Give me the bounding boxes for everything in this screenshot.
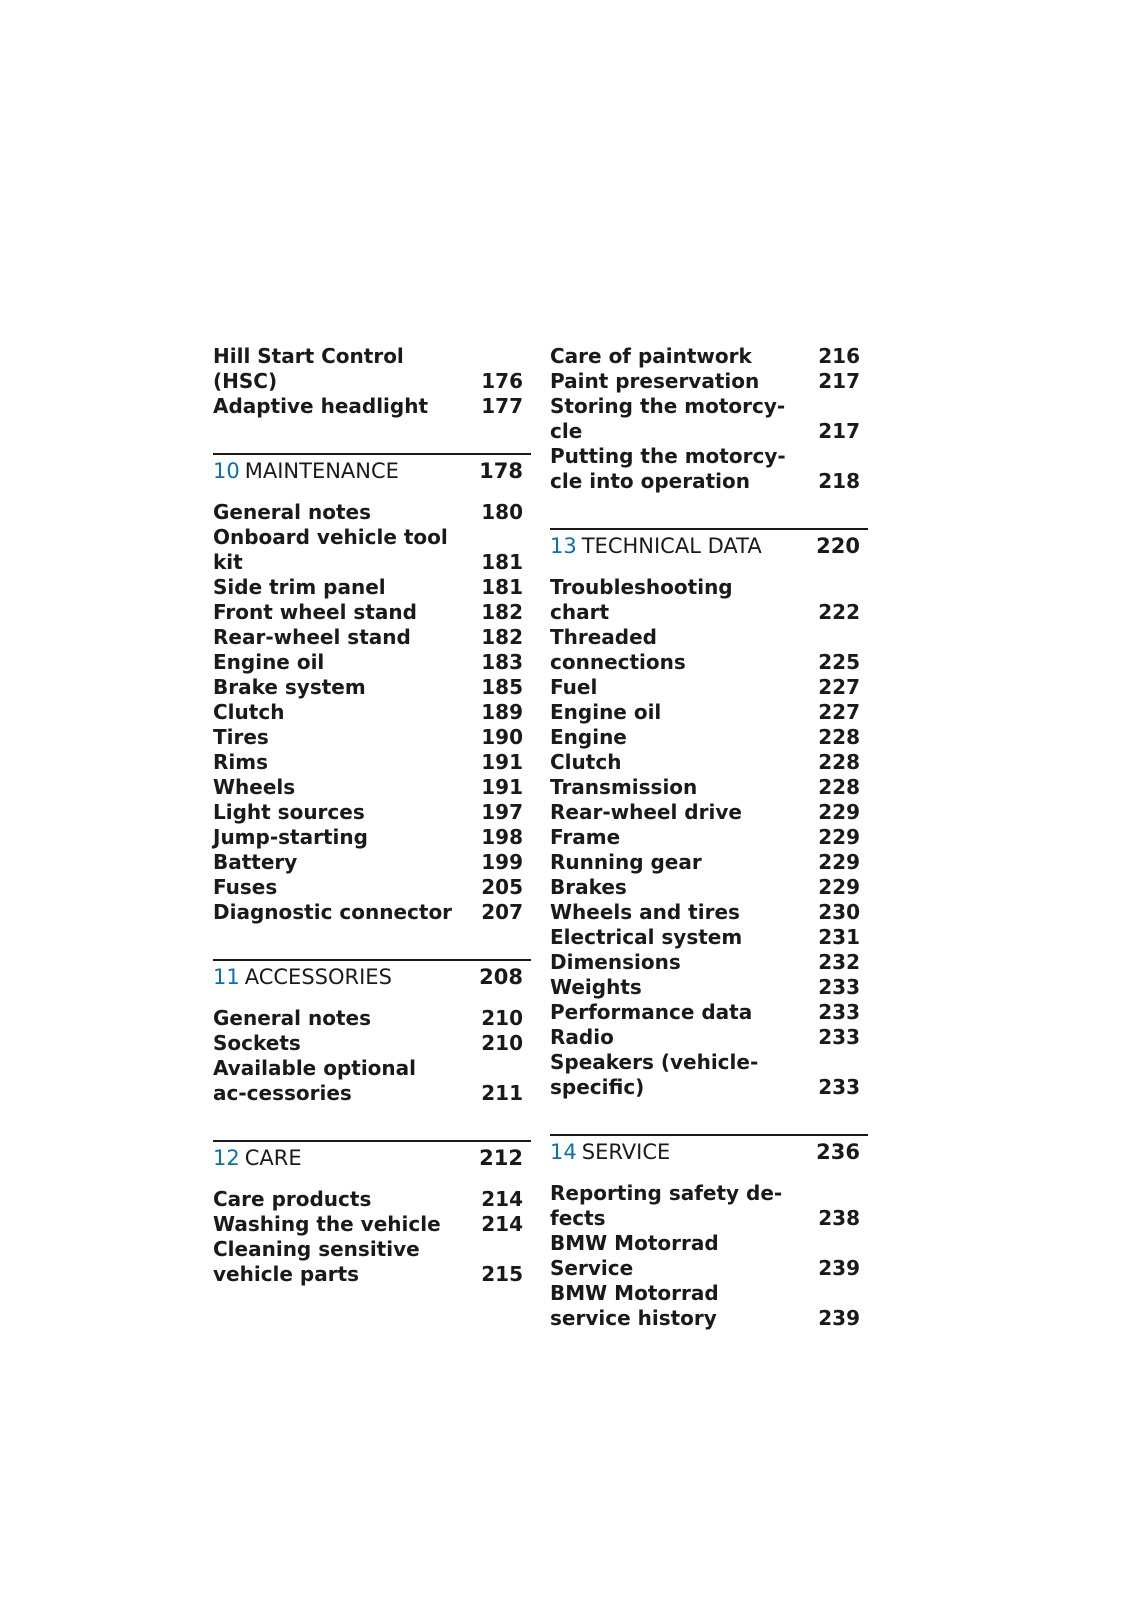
toc-entry-title: Side trim panel — [213, 575, 386, 599]
toc-entry[interactable] — [550, 1000, 868, 1025]
toc-entry-title: Cleaning sensitive vehicle parts — [213, 1237, 420, 1286]
toc-entry-title: Light sources — [213, 800, 365, 824]
toc-entry-title: Brake system — [213, 675, 366, 699]
toc-entry-page: 197 — [481, 800, 523, 824]
toc-entry-title: Dimensions — [550, 950, 681, 974]
chapter-heading[interactable] — [550, 528, 868, 559]
chapter-page: 212 — [479, 1146, 523, 1170]
chapter-heading[interactable] — [213, 1140, 531, 1171]
toc-entry[interactable] — [550, 344, 868, 369]
toc-entry-title: Engine oil — [213, 650, 325, 674]
chapter-name: MAINTENANCE — [244, 459, 399, 483]
toc-entry-page: 227 — [818, 675, 860, 699]
toc-entry-page: 177 — [481, 394, 523, 418]
toc-entry[interactable] — [550, 700, 868, 725]
toc-entry-page: 218 — [818, 469, 860, 493]
toc-entry-title: Radio — [550, 1025, 614, 1049]
toc-entry-title: Paint preservation — [550, 369, 760, 393]
toc-entry-page: 238 — [818, 1206, 860, 1230]
toc-entry-page: 228 — [818, 750, 860, 774]
toc-entry-title: Wheels and tires — [550, 900, 740, 924]
toc-entry[interactable] — [550, 775, 868, 800]
chapter-heading[interactable] — [213, 959, 531, 990]
toc-entry-title: Putting the motorcy-cle into operation — [550, 444, 786, 493]
toc-entry-page: 233 — [818, 1025, 860, 1049]
toc-entry-page: 214 — [481, 1187, 523, 1211]
toc-entry-title: Electrical system — [550, 925, 743, 949]
toc-entry[interactable] — [550, 1281, 868, 1331]
toc-entry[interactable] — [550, 900, 868, 925]
toc-entry[interactable] — [213, 750, 531, 775]
toc-entry-title: BMW Motorrad Service — [550, 1231, 719, 1280]
toc-entry-page: 190 — [481, 725, 523, 749]
toc-entry-page: 228 — [818, 775, 860, 799]
toc-entry[interactable] — [550, 675, 868, 700]
toc-entry-page: 211 — [481, 1081, 523, 1105]
toc-entry-page: 228 — [818, 725, 860, 749]
toc-entry-title: Washing the vehicle — [213, 1212, 441, 1236]
toc-entry-page: 225 — [818, 650, 860, 674]
toc-entry-page: 185 — [481, 675, 523, 699]
toc-entry[interactable] — [213, 850, 531, 875]
toc-entry-title: Rims — [213, 750, 268, 774]
toc-entry-title: Adaptive headlight — [213, 394, 429, 418]
toc-entry-page: 229 — [818, 825, 860, 849]
toc-entry[interactable] — [213, 1237, 531, 1287]
toc-entry[interactable] — [213, 394, 531, 419]
chapter-page: 178 — [479, 459, 523, 483]
chapter-name: ACCESSORIES — [244, 965, 392, 989]
toc-entry-page: 181 — [481, 550, 523, 574]
toc-entry-page: 210 — [481, 1031, 523, 1055]
chapter-page: 220 — [816, 534, 860, 558]
toc-entry[interactable] — [213, 900, 531, 925]
chapter-heading[interactable] — [213, 453, 531, 484]
toc-entry[interactable] — [550, 750, 868, 775]
toc-entry[interactable] — [213, 825, 531, 850]
toc-entry[interactable] — [550, 1050, 868, 1100]
toc-entry-page: 230 — [818, 900, 860, 924]
toc-entry-page: 198 — [481, 825, 523, 849]
toc-entry[interactable] — [550, 1025, 868, 1050]
toc-entry[interactable] — [213, 800, 531, 825]
toc-entry-page: 191 — [481, 750, 523, 774]
toc-entry-page: 183 — [481, 650, 523, 674]
toc-entry-page: 222 — [818, 600, 860, 624]
toc-entry-page: 231 — [818, 925, 860, 949]
chapter-number: 11 — [213, 965, 240, 989]
toc-entry[interactable] — [213, 875, 531, 900]
toc-entry-title: General notes — [213, 500, 371, 524]
toc-entry-page: 182 — [481, 600, 523, 624]
toc-entry-title: Jump-starting — [213, 825, 368, 849]
chapter-heading[interactable] — [550, 1134, 868, 1165]
toc-entry-title: Clutch — [550, 750, 622, 774]
toc-column-left — [213, 344, 531, 1287]
toc-entry-title: Rear-wheel stand — [213, 625, 411, 649]
toc-entry-title: Onboard vehicle tool kit — [213, 525, 448, 574]
toc-entry[interactable] — [213, 575, 531, 600]
toc-entry-title: Rear-wheel drive — [550, 800, 742, 824]
toc-entry-page: 229 — [818, 800, 860, 824]
toc-entry[interactable] — [550, 950, 868, 975]
toc-entry-page: 210 — [481, 1006, 523, 1030]
toc-entry[interactable] — [213, 650, 531, 675]
toc-entry[interactable] — [213, 700, 531, 725]
chapter-name: CARE — [244, 1146, 302, 1170]
toc-entry[interactable] — [550, 975, 868, 1000]
toc-entry-title: Running gear — [550, 850, 702, 874]
toc-entry-page: 217 — [818, 419, 860, 443]
chapter-number: 13 — [550, 534, 577, 558]
toc-entry-title: Wheels — [213, 775, 296, 799]
toc-entry-title: Engine — [550, 725, 627, 749]
toc-entry[interactable] — [550, 925, 868, 950]
chapter-page: 208 — [479, 965, 523, 989]
toc-entry-page: 233 — [818, 1000, 860, 1024]
toc-entry-page: 233 — [818, 1075, 860, 1099]
toc-entry[interactable] — [550, 575, 868, 625]
toc-entry[interactable] — [550, 1231, 868, 1281]
toc-entry[interactable] — [550, 850, 868, 875]
toc-entry[interactable] — [213, 625, 531, 650]
toc-entry-page: 176 — [481, 369, 523, 393]
toc-entry[interactable] — [550, 825, 868, 850]
toc-entry-page: 199 — [481, 850, 523, 874]
toc-entry-page: 191 — [481, 775, 523, 799]
toc-entry-title: Threaded connections — [550, 625, 686, 674]
toc-entry[interactable] — [213, 775, 531, 800]
toc-entry[interactable] — [213, 1187, 531, 1212]
toc-entry[interactable] — [213, 525, 531, 575]
toc-entry-page: 180 — [481, 500, 523, 524]
toc-entry-page: 189 — [481, 700, 523, 724]
toc-entry-title: Battery — [213, 850, 298, 874]
toc-entry-title: Reporting safety de-fects — [550, 1181, 783, 1230]
toc-entry[interactable] — [550, 394, 868, 444]
toc-entry-title: Frame — [550, 825, 621, 849]
toc-entry-page: 239 — [818, 1306, 860, 1330]
toc-entry[interactable] — [550, 800, 868, 825]
toc-entry-title: Engine oil — [550, 700, 662, 724]
toc-entry-title: Speakers (vehicle-specific) — [550, 1050, 759, 1099]
toc-entry-title: Performance data — [550, 1000, 753, 1024]
toc-entry[interactable] — [550, 444, 868, 494]
toc-entry-page: 216 — [818, 344, 860, 368]
toc-entry-page: 217 — [818, 369, 860, 393]
toc-entry[interactable] — [550, 625, 868, 675]
toc-entry-title: Fuses — [213, 875, 278, 899]
toc-entry-title: BMW Motorrad service history — [550, 1281, 719, 1330]
toc-entry-page: 233 — [818, 975, 860, 999]
toc-entry-title: Hill Start Control (HSC) — [213, 344, 404, 393]
toc-entry[interactable] — [213, 1031, 531, 1056]
toc-entry-title: Fuel — [550, 675, 598, 699]
toc-entry[interactable] — [213, 1006, 531, 1031]
toc-entry-title: Care products — [213, 1187, 372, 1211]
toc-entry[interactable] — [550, 725, 868, 750]
toc-entry[interactable] — [213, 675, 531, 700]
toc-entry-page: 182 — [481, 625, 523, 649]
toc-entry-page: 215 — [481, 1262, 523, 1286]
toc-entry-page: 205 — [481, 875, 523, 899]
toc-entry-title: Sockets — [213, 1031, 301, 1055]
toc-entry[interactable] — [550, 1181, 868, 1231]
toc-entry-title: Tires — [213, 725, 269, 749]
toc-entry-page: 232 — [818, 950, 860, 974]
chapter-number: 14 — [550, 1140, 577, 1164]
toc-entry[interactable] — [213, 725, 531, 750]
toc-entry-title: Brakes — [550, 875, 627, 899]
toc-entry-page: 227 — [818, 700, 860, 724]
toc-entry-title: Storing the motorcy-cle — [550, 394, 786, 443]
toc-entry-title: Clutch — [213, 700, 285, 724]
toc-entry-title: Diagnostic connector — [213, 900, 453, 924]
toc-entry[interactable] — [550, 875, 868, 900]
toc-entry-title: Front wheel stand — [213, 600, 417, 624]
chapter-number: 10 — [213, 459, 240, 483]
chapter-number: 12 — [213, 1146, 240, 1170]
toc-entry-title: Transmission — [550, 775, 698, 799]
toc-entry-title: Care of paintwork — [550, 344, 752, 368]
toc-entry[interactable] — [213, 1056, 531, 1106]
chapter-name: SERVICE — [581, 1140, 671, 1164]
toc-entry-title: Troubleshooting chart — [550, 575, 733, 624]
toc-entry-page: 207 — [481, 900, 523, 924]
toc-entry-page: 229 — [818, 850, 860, 874]
toc-entry-page: 181 — [481, 575, 523, 599]
toc-entry-title: Weights — [550, 975, 642, 999]
toc-entry[interactable] — [550, 369, 868, 394]
toc-entry[interactable] — [213, 600, 531, 625]
toc-entry[interactable] — [213, 344, 531, 394]
toc-entry[interactable] — [213, 500, 531, 525]
toc-entry-page: 239 — [818, 1256, 860, 1280]
chapter-name: TECHNICAL DATA — [581, 534, 762, 558]
toc-entry-title: Available optional ac-cessories — [213, 1056, 417, 1105]
toc-entry-title: General notes — [213, 1006, 371, 1030]
toc-entry-page: 229 — [818, 875, 860, 899]
toc-column-right — [550, 344, 868, 1331]
toc-entry[interactable] — [213, 1212, 531, 1237]
chapter-page: 236 — [816, 1140, 860, 1164]
toc-entry-page: 214 — [481, 1212, 523, 1236]
